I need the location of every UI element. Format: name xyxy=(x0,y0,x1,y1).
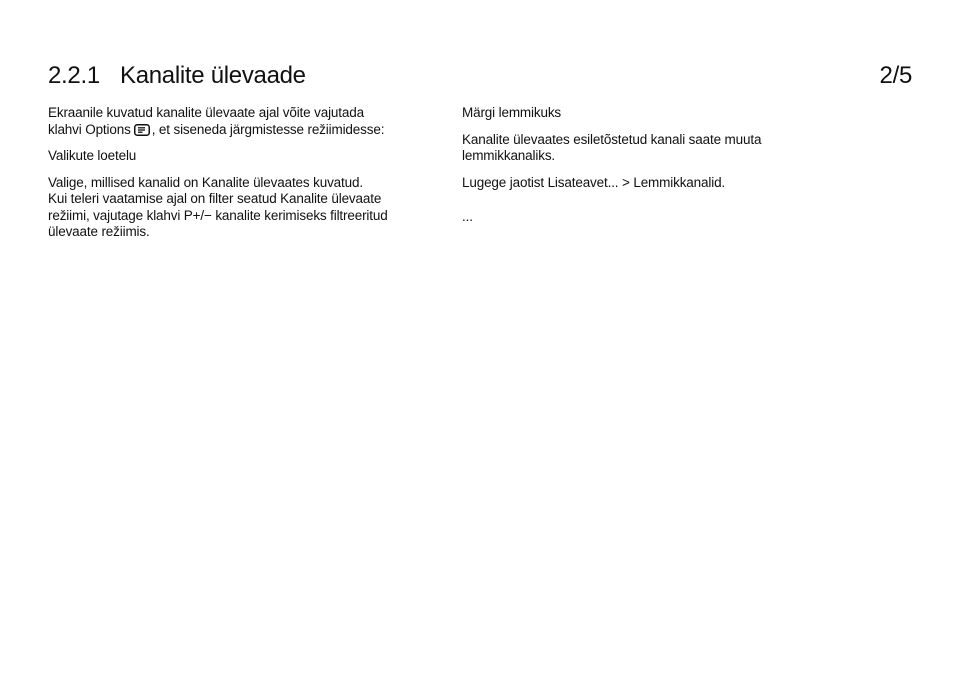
left-column xyxy=(48,105,440,251)
page-title: Kanalite ülevaade xyxy=(120,62,306,89)
reference-text: Lugege jaotist Lisateavet... > Lemmikkanalid. xyxy=(462,174,726,190)
right-column xyxy=(462,105,862,236)
body-line: Valige, millised kanalid on Kanalite ülevaates kuvatud. xyxy=(48,174,363,190)
body-line: ülevaate režiimis. xyxy=(48,224,150,239)
intro-line-2-end: , et siseneda järgmistesse režiimidesse: xyxy=(151,121,385,137)
subheading-text: Valikute loetelu xyxy=(48,148,137,163)
intro-line-2 xyxy=(48,122,440,139)
continuation-text: ... xyxy=(462,209,473,224)
options-icon xyxy=(134,124,150,136)
body-line: lemmikkanaliks. xyxy=(462,148,556,163)
subheading-margi-lemmikuks xyxy=(462,105,862,122)
page-indicator: 2/5 xyxy=(879,62,912,89)
page-header xyxy=(48,60,912,94)
subheading-valikute-loetelu xyxy=(48,148,440,165)
margi-lemmikuks-body xyxy=(462,132,862,165)
reference-paragraph xyxy=(462,175,862,192)
body-line: Kui teleri vaatamise ajal on filter seatud Kanalite ülevaate xyxy=(48,191,382,206)
section-number: 2.2.1 xyxy=(48,62,100,89)
continuation-marker xyxy=(462,209,862,226)
intro-line-1: Ekraanile kuvatud kanalite ülevaate ajal võite vajutada xyxy=(48,105,364,120)
valikute-loetelu-body xyxy=(48,175,440,241)
intro-line-2-start: klahvi Options xyxy=(48,121,131,137)
subheading-text: Märgi lemmikuks xyxy=(462,105,562,120)
body-line: Kanalite ülevaates esiletõstetud kanali saate muuta xyxy=(462,131,762,147)
intro-paragraph xyxy=(48,105,440,138)
body-line: režiimi, vajutage klahvi P+/− kanalite kerimiseks filtreeritud xyxy=(48,207,388,223)
